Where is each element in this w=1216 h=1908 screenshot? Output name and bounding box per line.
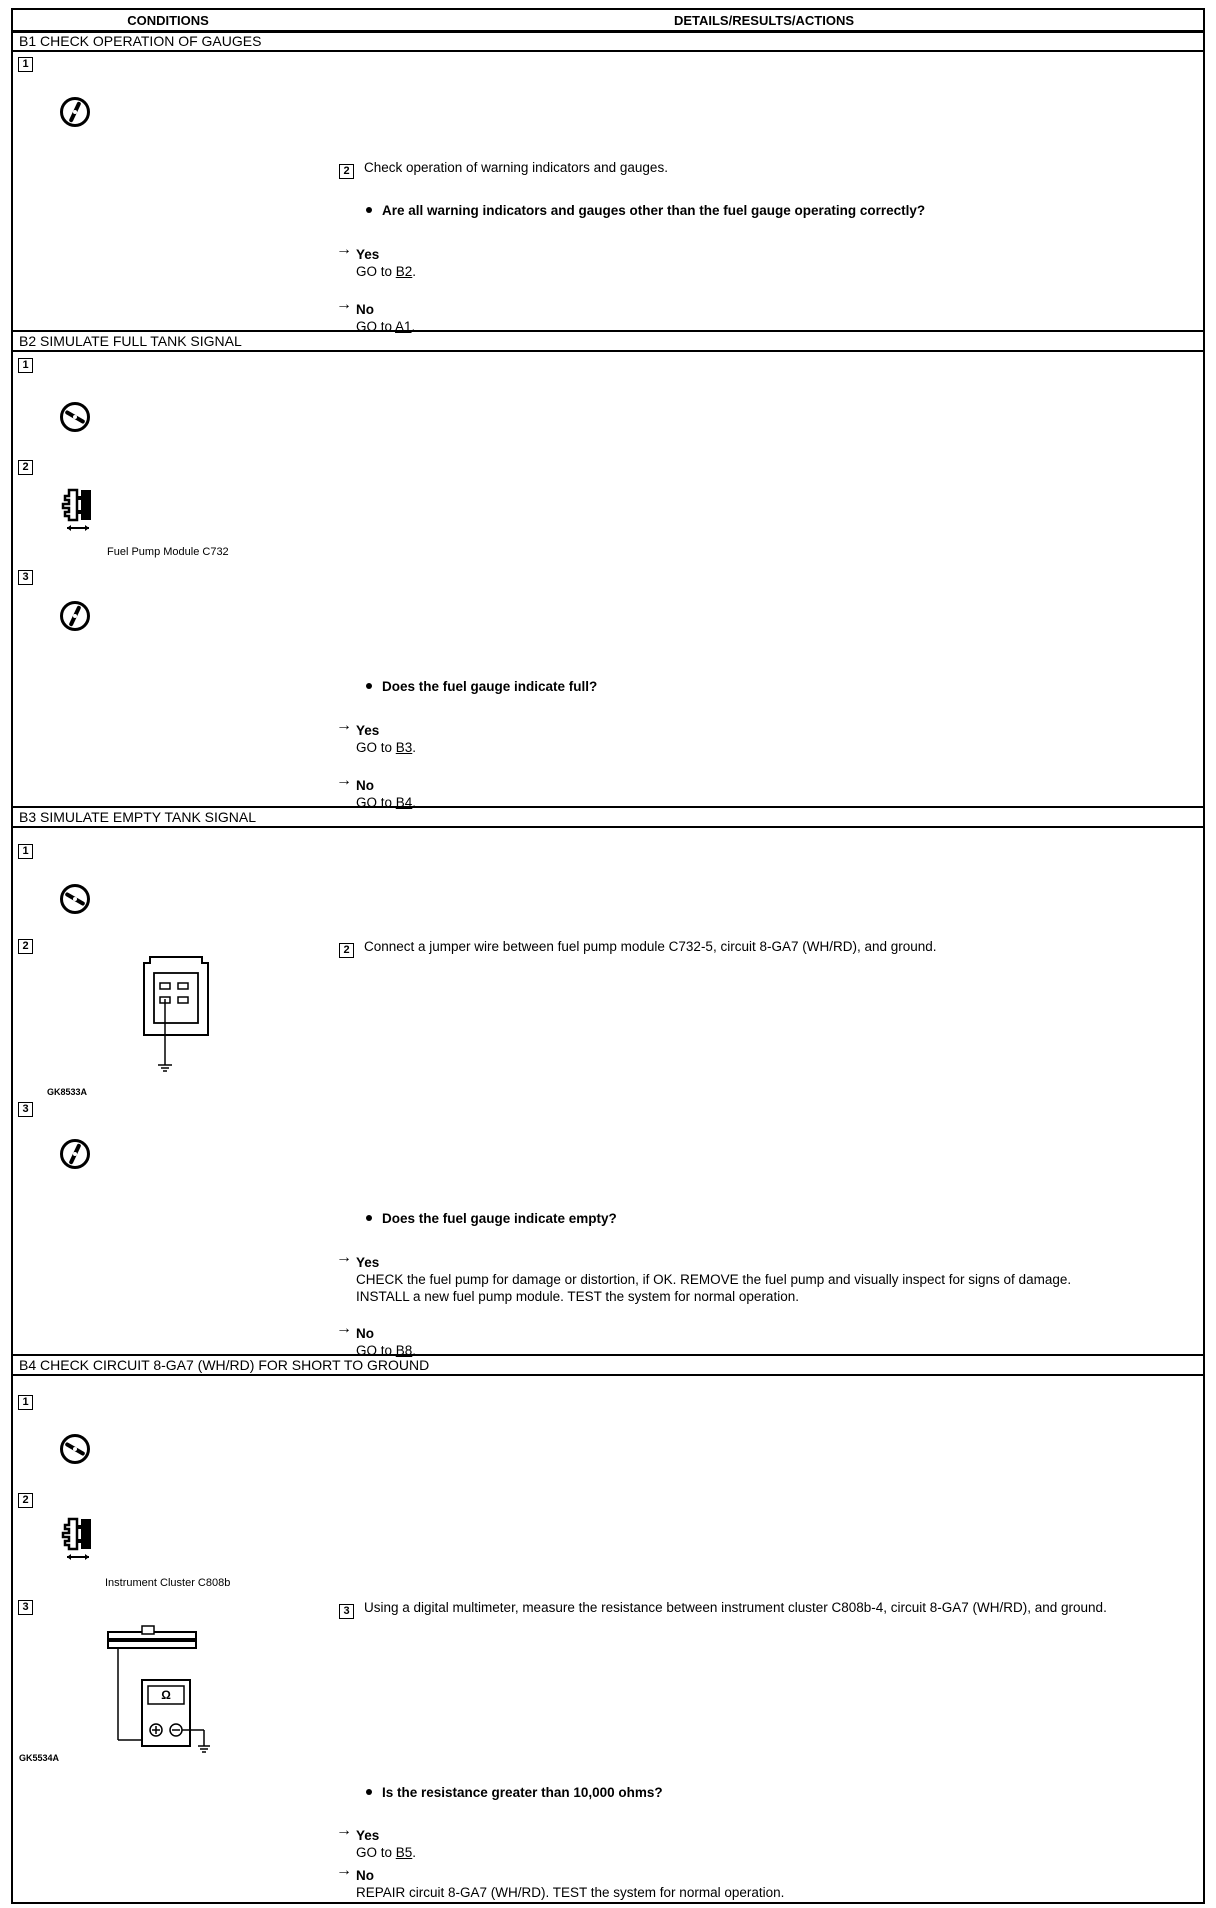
b1-step2 bbox=[339, 160, 668, 179]
arrow-right-icon: → bbox=[336, 1249, 352, 1266]
ohm-symbol: Ω bbox=[161, 1688, 171, 1702]
b3-title: B3 SIMULATE EMPTY TANK SIGNAL bbox=[13, 806, 1203, 828]
goto-text: GO to bbox=[356, 1343, 396, 1358]
b3-question bbox=[366, 1211, 617, 1226]
b2-link[interactable]: B2 bbox=[395, 264, 413, 279]
b2-connector-caption: Fuel Pump Module C732 bbox=[107, 546, 229, 558]
arrow-right-icon: → bbox=[336, 241, 352, 258]
no-label: No bbox=[356, 302, 374, 317]
ignition-off-icon bbox=[59, 401, 91, 433]
b1-question bbox=[366, 203, 925, 218]
b4-yes-answer bbox=[336, 1822, 417, 1861]
b4-question bbox=[366, 1785, 663, 1800]
b4-step2-number: 2 bbox=[18, 1493, 33, 1508]
no-label: No bbox=[356, 1868, 374, 1883]
ignition-off-icon bbox=[59, 1433, 91, 1465]
ignition-on-icon bbox=[59, 96, 91, 128]
b4-step3-text: Using a digital multimeter, measure the resistance between instrument cluster C808b-4, circuit 8-GA7 (WH/RD), and ground. bbox=[364, 1600, 1107, 1615]
b4-no-text: REPAIR circuit 8-GA7 (WH/RD). TEST the system for normal operation. bbox=[356, 1885, 785, 1900]
arrow-right-icon: → bbox=[336, 1822, 352, 1839]
period: . bbox=[412, 1845, 417, 1860]
arrow-right-icon: → bbox=[336, 1862, 352, 1879]
no-label: No bbox=[356, 1326, 374, 1341]
b4-step3-number: 3 bbox=[18, 1600, 33, 1615]
arrow-right-icon: → bbox=[336, 1320, 352, 1337]
b2-step3-number: 3 bbox=[18, 570, 33, 585]
b1-question-text: Are all warning indicators and gauges other than the fuel gauge operating correctly? bbox=[382, 203, 926, 218]
b2-step1-number: 1 bbox=[18, 358, 33, 373]
b4-link[interactable]: B4 bbox=[395, 795, 413, 810]
b3-yes-line2: INSTALL a new fuel pump module. TEST the system for normal operation. bbox=[356, 1289, 799, 1304]
goto-text: GO to bbox=[356, 319, 396, 334]
b4-no-answer bbox=[336, 1862, 785, 1901]
b3-figure-code: GK8533A bbox=[47, 1087, 88, 1097]
period: . bbox=[412, 795, 417, 810]
b2-step2-number: 2 bbox=[18, 460, 33, 475]
b3-link[interactable]: B3 bbox=[395, 740, 413, 755]
yes-label: Yes bbox=[356, 723, 380, 738]
a1-link[interactable]: A1 bbox=[395, 319, 412, 334]
period: . bbox=[412, 740, 417, 755]
goto-text: GO to bbox=[356, 264, 396, 279]
yes-label: Yes bbox=[356, 247, 380, 262]
arrow-right-icon: → bbox=[336, 772, 352, 789]
b3-step2-number: 2 bbox=[18, 939, 33, 954]
yes-label: Yes bbox=[356, 1255, 380, 1270]
b3-yes-line1: CHECK the fuel pump for damage or distortion, if OK. REMOVE the fuel pump and visually inspect for signs of damage. bbox=[356, 1272, 1072, 1287]
goto-text: GO to bbox=[356, 1845, 396, 1860]
b1-step1-number: 1 bbox=[18, 57, 33, 72]
b3-step1-number: 1 bbox=[18, 844, 33, 859]
goto-text: GO to bbox=[356, 740, 396, 755]
arrow-right-icon: → bbox=[336, 717, 352, 734]
b2-question bbox=[366, 679, 597, 694]
b8-link[interactable]: B8 bbox=[395, 1343, 413, 1358]
disconnect-connector-icon bbox=[55, 1515, 95, 1563]
b2-yes-answer bbox=[336, 717, 417, 756]
b4-connector-caption: Instrument Cluster C808b bbox=[105, 1577, 231, 1589]
b4-step1-number: 1 bbox=[18, 1395, 33, 1410]
details-header: DETAILS/RESULTS/ACTIONS bbox=[673, 13, 855, 28]
b1-step2-number: 2 bbox=[339, 164, 354, 179]
b1-yes-answer bbox=[336, 241, 417, 280]
yes-label: Yes bbox=[356, 1828, 380, 1843]
b4-step3-detail-number: 3 bbox=[339, 1604, 354, 1619]
b4-step3 bbox=[339, 1600, 1107, 1619]
no-label: No bbox=[356, 778, 374, 793]
period: . bbox=[412, 264, 417, 279]
b4-figure-code: GK5534A bbox=[19, 1753, 60, 1763]
arrow-right-icon: → bbox=[336, 296, 352, 313]
conditions-header: CONDITIONS bbox=[127, 13, 209, 28]
goto-text: GO to bbox=[356, 795, 396, 810]
diagnostic-table bbox=[11, 8, 1205, 1904]
period: . bbox=[412, 1343, 417, 1358]
disconnect-connector-icon bbox=[55, 486, 95, 534]
b3-step3-number: 3 bbox=[18, 1102, 33, 1117]
b3-question-text: Does the fuel gauge indicate empty? bbox=[382, 1211, 617, 1226]
b1-title: B1 CHECK OPERATION OF GAUGES bbox=[13, 30, 1203, 52]
b2-title: B2 SIMULATE FULL TANK SIGNAL bbox=[13, 330, 1203, 352]
b1-step2-text: Check operation of warning indicators and gauges. bbox=[364, 160, 668, 175]
b3-yes-answer bbox=[336, 1249, 1072, 1305]
b3-step2-text: Connect a jumper wire between fuel pump module C732-5, circuit 8-GA7 (WH/RD), and ground. bbox=[364, 939, 937, 954]
b4-question-text: Is the resistance greater than 10,000 ohms? bbox=[382, 1785, 663, 1800]
ignition-on-icon bbox=[59, 600, 91, 632]
b2-question-text: Does the fuel gauge indicate full? bbox=[382, 679, 598, 694]
b5-link[interactable]: B5 bbox=[395, 1845, 413, 1860]
jumper-wire-diagram bbox=[136, 951, 226, 1073]
b3-step2 bbox=[339, 939, 937, 958]
ignition-on-icon bbox=[59, 1138, 91, 1170]
b4-title: B4 CHECK CIRCUIT 8-GA7 (WH/RD) FOR SHORT TO GROUND bbox=[13, 1354, 1203, 1376]
period: . bbox=[411, 319, 416, 334]
b3-step2-detail-number: 2 bbox=[339, 943, 354, 958]
ignition-off-icon bbox=[59, 883, 91, 915]
